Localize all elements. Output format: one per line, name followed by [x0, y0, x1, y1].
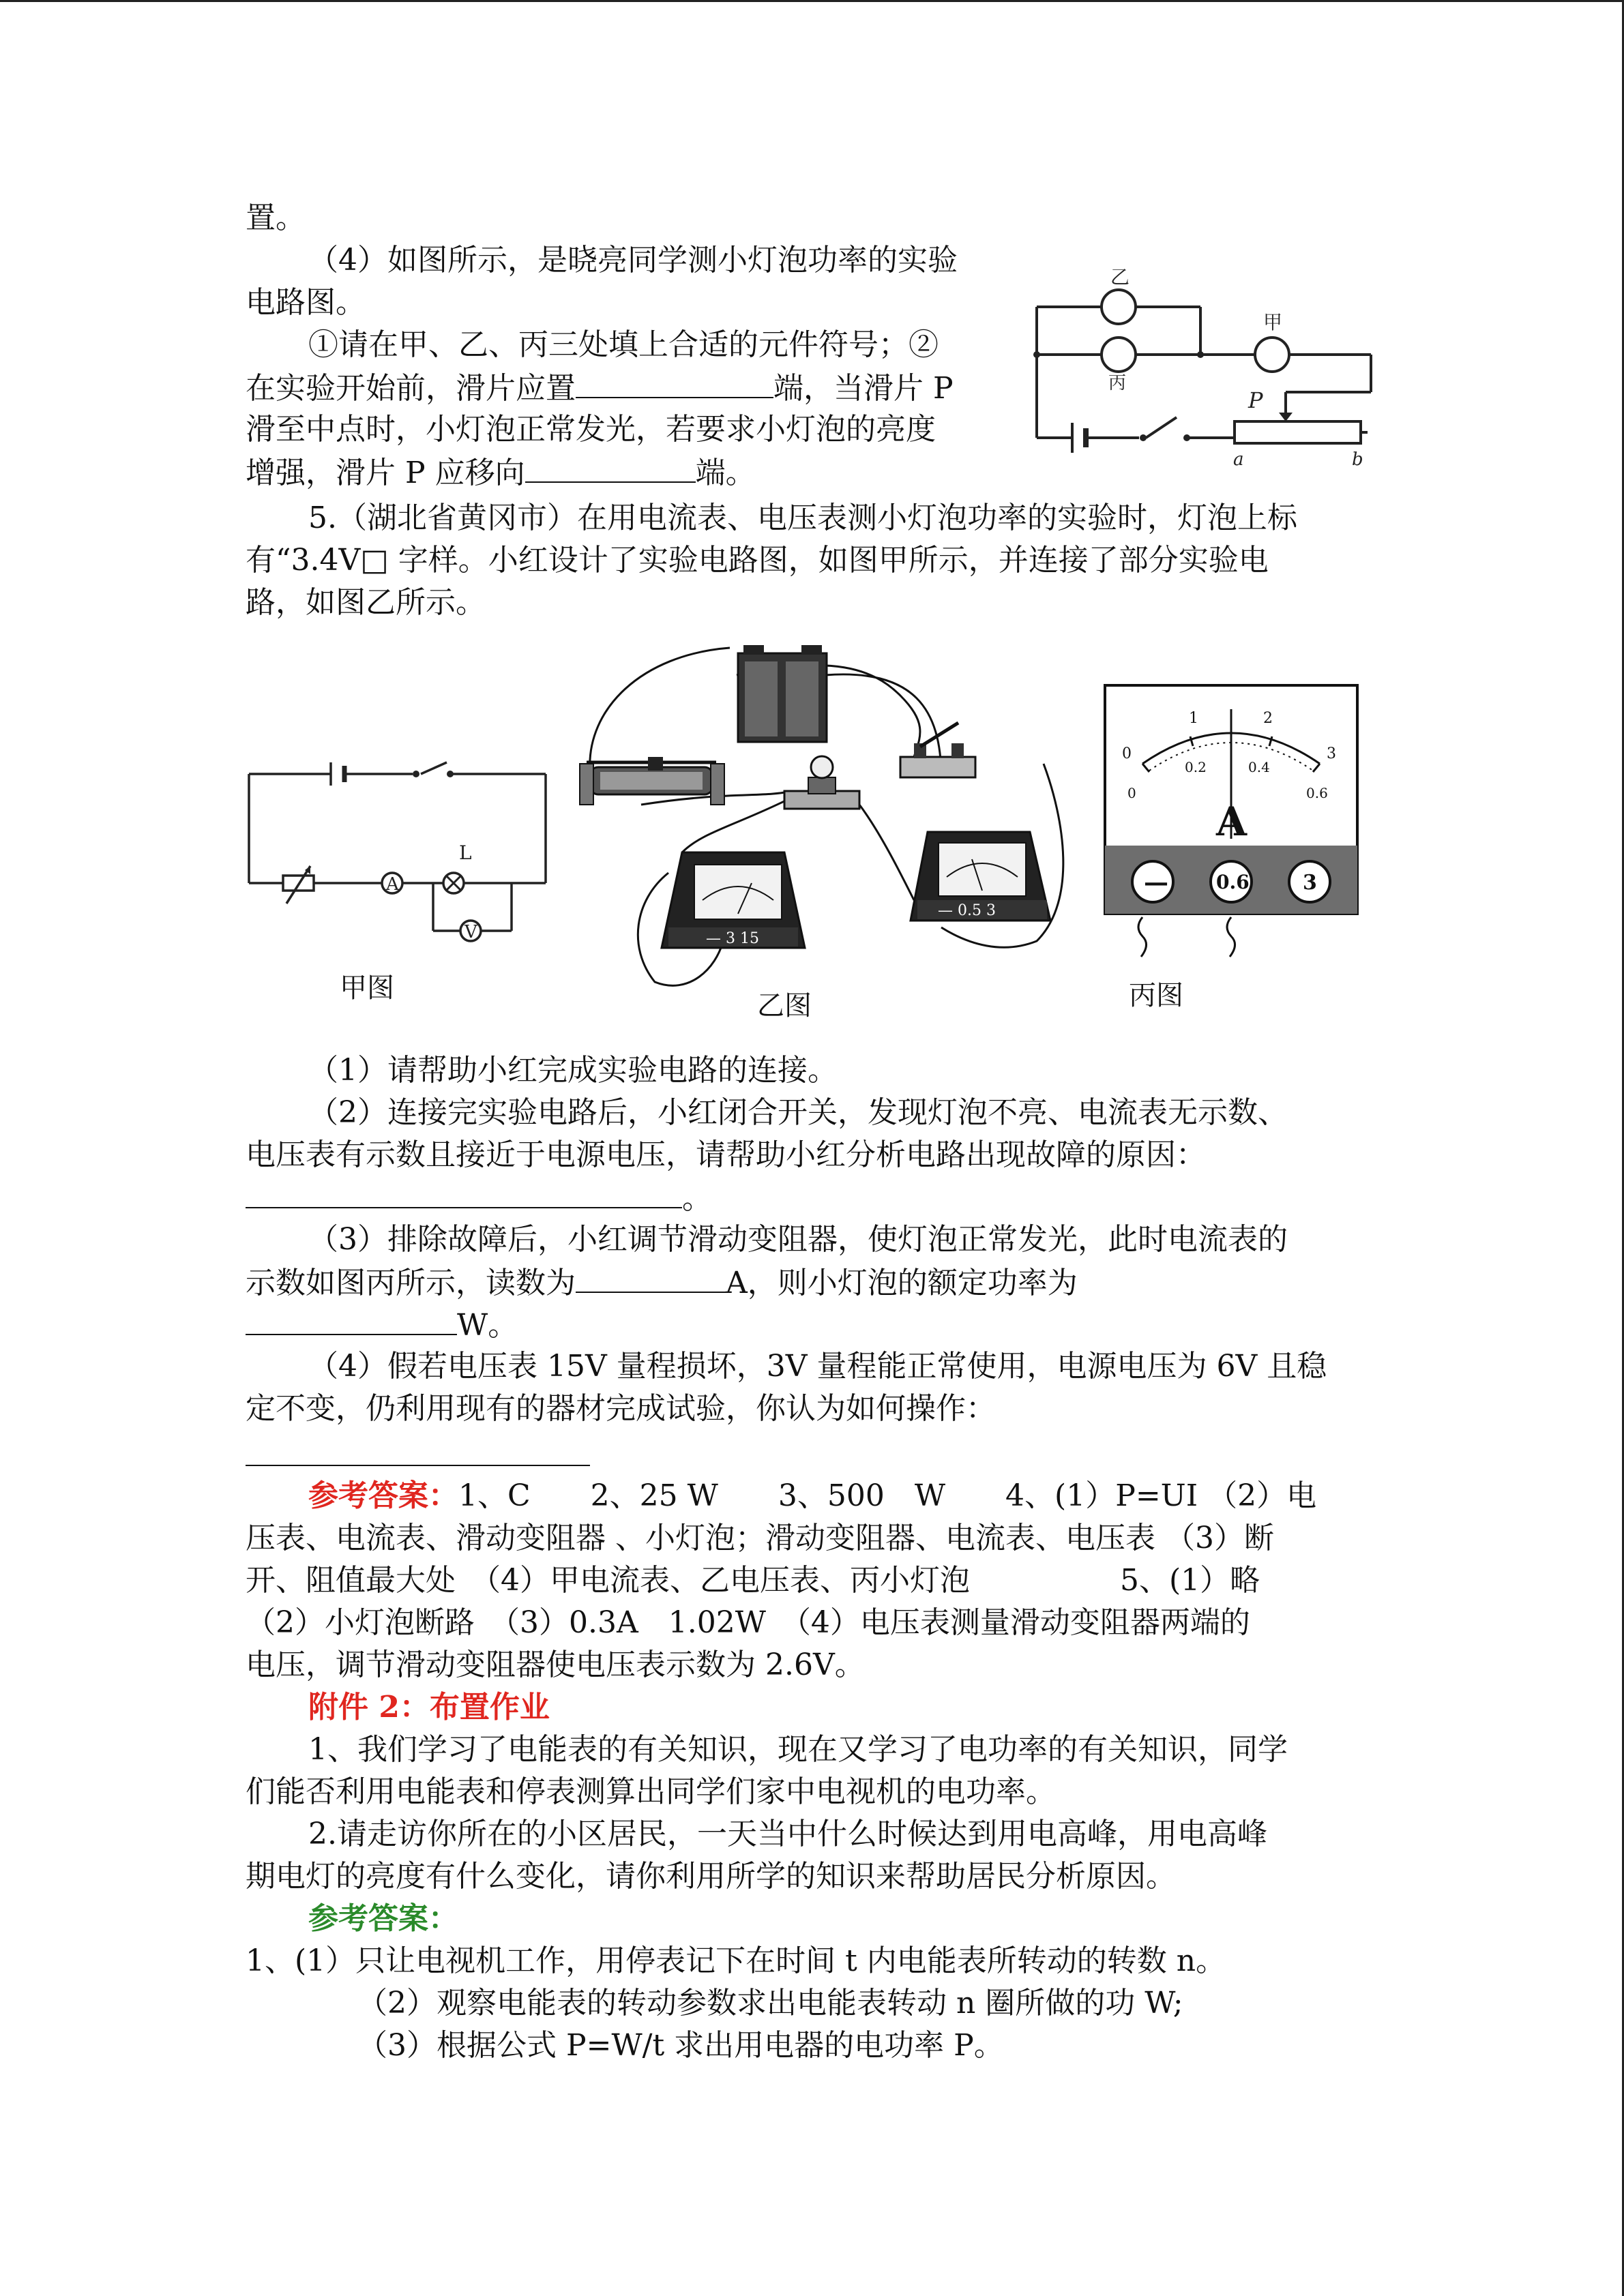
- text-line: 开、阻值最大处 （4）甲电流表、乙电压表、丙小灯泡 5、(1）略: [246, 1563, 1260, 1598]
- text-line: 2.请走访你所在的小区居民，一天当中什么时候达到用电高峰，用电高峰: [308, 1817, 1267, 1851]
- label-bing: 丙: [1108, 373, 1127, 393]
- dial-label: 0: [1122, 745, 1132, 762]
- fill-blank[interactable]: [246, 1304, 457, 1335]
- label-lamp: L: [459, 841, 472, 864]
- dial-label: 0: [1127, 785, 1136, 801]
- text-line: 有“3.4V□ 字样。小红设计了实验电路图，如图甲所示，并连接了部分实验电: [246, 543, 1269, 578]
- text-line: [246, 367, 954, 409]
- text-line: 们能否利用电能表和停表测算出同学们家中电视机的电功率。: [246, 1774, 1056, 1809]
- text-line: [246, 1177, 712, 1219]
- voltmeter-terminals: — 3 15: [706, 930, 759, 947]
- text-line: 电压，调节滑动变阻器使电压表示数为 2.6V。: [246, 1648, 865, 1682]
- text-line: （3）根据公式 P=W/t 求出用电器的电功率 P。: [357, 2028, 1004, 2063]
- text-line: [308, 1476, 1316, 1517]
- dial-label: 0.2: [1185, 759, 1207, 775]
- terminal-3: 3: [1303, 871, 1317, 895]
- caption-jia: 甲图: [340, 972, 394, 1004]
- answer-blank-line[interactable]: [246, 1465, 590, 1466]
- text-line: （1）请帮助小红完成实验电路的连接。: [308, 1053, 838, 1088]
- text-line: （2）观察电能表的转动参数求出电能表转动 n 圈所做的功 W;: [357, 1986, 1183, 2021]
- text-line: 5.（湖北省黄冈市）在用电流表、电压表测小灯泡功率的实验时，灯泡上标: [308, 501, 1297, 535]
- text-line: 定不变，仍利用现有的器材完成试验，你认为如何操作：: [246, 1391, 996, 1426]
- terminal-minus: —: [1144, 868, 1168, 897]
- attachment-heading: 附件 2：布置作业: [308, 1690, 550, 1725]
- text-line: [246, 1262, 1078, 1304]
- text-segment: A，则小灯泡的额定功率为: [726, 1266, 1078, 1300]
- label-yi: 乙: [1110, 266, 1130, 288]
- dial-label: 0.6: [1306, 785, 1328, 801]
- text-line: 压表、电流表、滑动变阻器 、小灯泡；滑动变阻器、电流表、电压表 （3）断: [246, 1521, 1274, 1555]
- text-line: 滑至中点时，小灯泡正常发光，若要求小灯泡的亮度: [246, 412, 936, 447]
- text-segment: 示数如图丙所示，读数为: [246, 1266, 576, 1300]
- label-voltmeter: V: [464, 922, 477, 942]
- text-segment: 1、C 2、25 W 3、500 W 4、(1）P=UI （2）电: [458, 1478, 1317, 1513]
- fill-blank[interactable]: [576, 1262, 726, 1293]
- label-a: a: [1233, 449, 1244, 470]
- page-top-border: [0, 0, 1624, 2]
- dial-label: 3: [1327, 745, 1336, 762]
- text-segment: 端，当滑片 P: [773, 371, 954, 406]
- label-p: P: [1248, 387, 1263, 413]
- dial-unit: A: [1216, 799, 1247, 845]
- apparatus-diagram-yi: [559, 627, 1084, 996]
- text-line: （4）假若电压表 15V 量程损坏，3V 量程能正常使用，电源电压为 6V 且稳: [308, 1349, 1327, 1384]
- text-line: [246, 451, 756, 494]
- circuit-diagram-top: [1023, 259, 1391, 471]
- text-line: 1、(1）只让电视机工作，用停表记下在时间 t 内电能表所转动的转数 n。: [246, 1943, 1226, 1978]
- label-jia: 甲: [1263, 311, 1283, 333]
- text-line: 电压表有示数且接近于电源电压，请帮助小红分析电路出现故障的原因：: [246, 1137, 1206, 1172]
- dial-label: 0.4: [1248, 759, 1270, 775]
- text-segment: W。: [457, 1308, 518, 1343]
- caption-bing: 丙图: [1129, 980, 1183, 1011]
- terminal-0-6: 0.6: [1216, 871, 1250, 893]
- text-line: （3）排除故障后，小红调节滑动变阻器，使灯泡正常发光，此时电流表的: [308, 1222, 1288, 1257]
- answer-label: 参考答案：: [308, 1478, 458, 1513]
- dial-label: 2: [1263, 710, 1273, 727]
- ammeter-dial-bing: [1102, 682, 1361, 968]
- circuit-diagram-jia: [242, 743, 556, 968]
- text-line: （4）如图所示，是晓亮同学测小灯泡功率的实验: [308, 243, 958, 278]
- text-line: 路，如图乙所示。: [246, 585, 486, 620]
- text-line: 1、我们学习了电能表的有关知识，现在又学习了电功率的有关知识，同学: [308, 1732, 1288, 1767]
- text-segment: 端。: [695, 456, 756, 490]
- text-segment: 增强，滑片 P 应移向: [246, 456, 525, 490]
- fill-blank[interactable]: [576, 367, 773, 398]
- answer-label-2: 参考答案：: [308, 1901, 458, 1936]
- dial-label: 1: [1189, 710, 1198, 727]
- text-line: ①请在甲、乙、丙三处填上合适的元件符号；②: [308, 327, 939, 362]
- text-line: 电路图。: [246, 285, 366, 320]
- text-line: 置。: [246, 200, 306, 235]
- text-line: （2）连接完实验电路后，小红闭合开关，发现灯泡不亮、电流表无示数、: [308, 1095, 1288, 1130]
- fill-blank[interactable]: [246, 1177, 682, 1208]
- text-line: 期电灯的亮度有什么变化，请你利用所学的知识来帮助居民分析原因。: [246, 1859, 1176, 1894]
- label-ammeter: A: [386, 874, 399, 895]
- text-line: （2）小灯泡断路 （3）0.3A 1.02W （4）电压表测量滑动变阻器两端的: [246, 1605, 1250, 1640]
- label-b: b: [1352, 449, 1363, 470]
- caption-yi: 乙图: [757, 990, 812, 1022]
- fill-blank[interactable]: [525, 451, 696, 483]
- text-segment: 。: [682, 1181, 712, 1216]
- text-line: [246, 1304, 518, 1346]
- ammeter-terminals: — 0.5 3: [938, 902, 996, 919]
- text-segment: 在实验开始前，滑片应置: [246, 371, 576, 406]
